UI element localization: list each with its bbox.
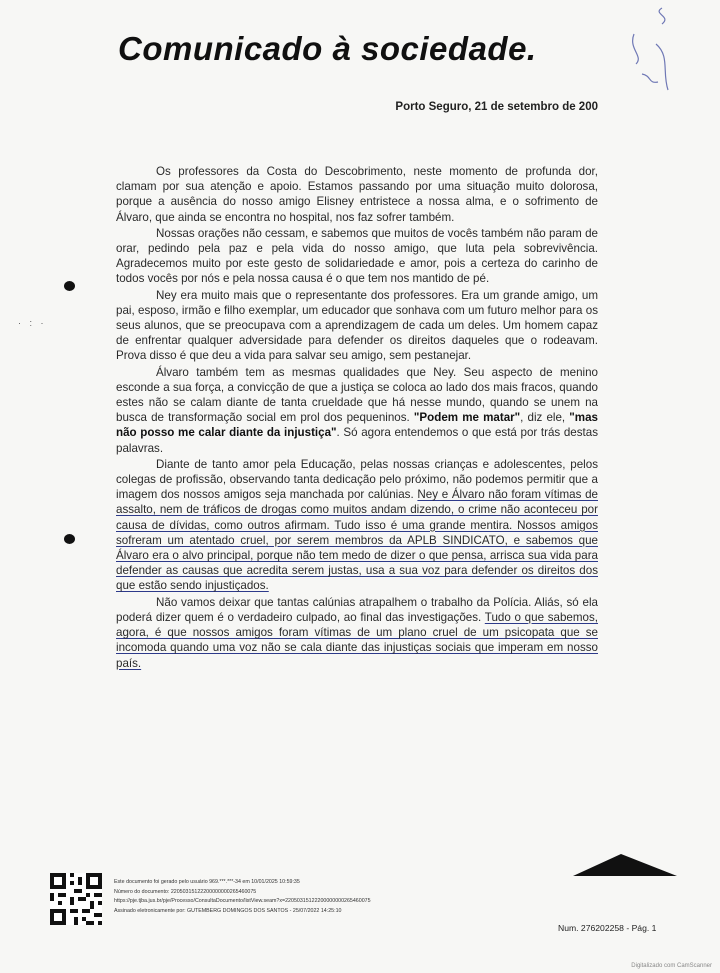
punch-hole-mark [64,281,75,291]
footer-line-1: Este documento foi gerado pelo usuário 969.***.***-34 em 10/01/2025 10:59:35 [114,879,300,885]
scan-specks: · : · [18,318,47,328]
document-number: Num. 276202258 - Pág. 1 [558,923,657,933]
paragraph-4-end: . Só agora entendemos o que está por trás destas palavras. [116,426,598,455]
scanner-watermark: Digitalizado com CamScanner [631,963,712,969]
paragraph-6 [116,595,598,671]
paragraph-6-text: Não vamos deixar que tantas calúnias atrapalhem o trabalho da Polícia. Aliás, só ela poderá dizer quem é o verdadeiro culpado, ao final das investigações. [116,595,598,624]
paragraph-5 [116,457,598,594]
quote-podem-me-matar: "Podem me matar" [413,411,521,425]
footer-line-3: https://pje.tjba.jus.br/pje/Processo/ConsultaDocumento/listView.seam?x=22050315122200000000265460075 [114,898,371,904]
footer-line-4: Assinado eletronicamente por: GUTEMBERG DOMINGOS DOS SANTOS - 25/07/2022 14:25:10 [114,907,342,914]
paragraph-5-text: Diante de tanto amor pela Educação, pelas nossas crianças e adolescentes, pelos colegas de profissão, observando tanta dedicação pelo próximo, não podemos permitir que a imagem dos nossos amigos seja manchada por calúnias. [116,457,598,502]
paragraph-5-underlined: Ney e Álvaro não foram vítimas de assalto, nem de tráficos de drogas como muitos andam dizendo, o crime não aconteceu por causa de dívidas, como outros afirmam. Tudo isso é uma grande mentira. Nossos amigos sofreram um atentado cruel, por serem membros da APLB SINDICATO, e sabemos que Álvaro era o alvo principal, porque não tem medo de dizer o que pensa, arrisca sua vida para defender as causas que acredita serem justas, usa a sua voz para defender os direitos dos que estão sendo injustiçados. [116,488,598,593]
document-title: Comunicado à sociedade. [118,30,537,67]
letter-body [116,164,598,672]
paragraph-6-underlined: Tudo o que sabemos, agora, é que nossos amigos foram vítimas de um plano cruel de um psicopata que se incomoda quando uma voz não se cala diante das injustiças sociais que imperam em nosso país. [116,610,599,670]
electronic-signature-footer [114,878,494,916]
handwritten-scribble [622,4,678,94]
paragraph-4 [116,365,598,456]
paragraph-1: Os professores da Costa do Descobrimento, neste momento de profunda dor, clamam por sua atenção e apoio. Estamos passando por uma situação muito dolorosa, porque a ausência do nosso amigo Elisney entristece a nossa alma, e o sofrimento de Álvaro, que ainda se encontra no hospital, nos faz sofrer também. [116,165,598,224]
paragraph-4-text: Álvaro também tem as mesmas qualidades que Ney. Seu aspecto de menino esconde a sua força, a convicção de que a justiça se coloca ao lado dos mais fracos, quando estes não se calam diante de tanta crueldade que há nesse mundo, quando se unem na busca de transformação social em prol dos pequeninos. [116,365,598,425]
paragraph-3: Ney era muito mais que o representante dos professores. Era um grande amigo, um pai, esposo, irmão e filho exemplar, um educador que sonhava com um futuro melhor para os seus alunos, que se preocupava com a aprendizagem de cada um deles. Um homem capaz de enfrentar qualquer adversidade para defender os direitos daqueles que o rodeavam. Prova disso é que deu a vida para salvar seu amigo, sem pestanejar. [116,288,598,363]
paragraph-4-mid: , diz ele, [520,411,566,425]
paragraph-2: Nossas orações não cessam, e sabemos que muitos de vocês também não param de orar, pedindo pela paz e pela vida do nosso amigo, que luta pela sobrevivência. Agradecemos muito por este gesto de solidariedade e amor, pois a certeza do carinho de todos vocês por nós e pela nossa causa é o que tem nos mantido de pé. [116,226,598,286]
punch-hole-mark [64,534,75,544]
footer-line-2: Número do documento: 22050315122200000000265460075 [114,888,257,895]
qr-code-icon [50,873,102,925]
scan-shadow-mark [573,852,677,876]
quote-nao-posso-me-calar: "mas não posso me calar diante da injustiça" [116,411,598,440]
dateline: Porto Seguro, 21 de setembro de 200 [395,101,598,113]
